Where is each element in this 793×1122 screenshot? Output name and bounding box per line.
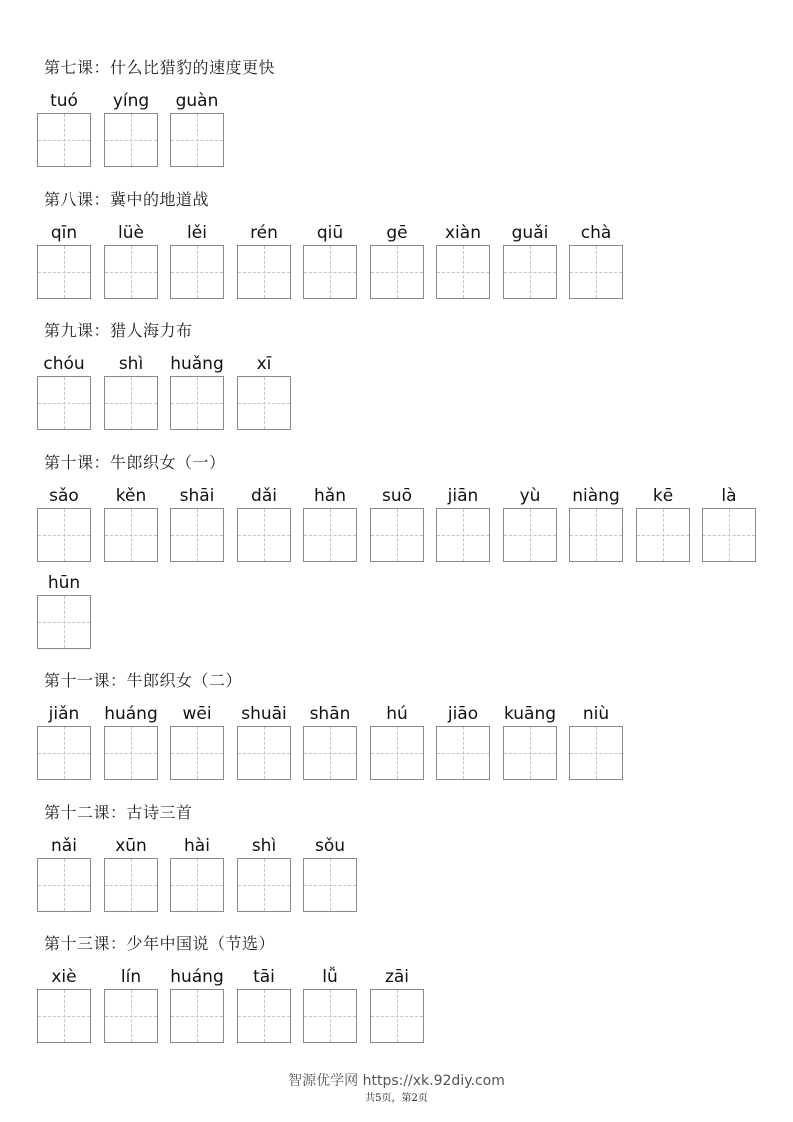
pinyin-label: hūn — [47, 573, 81, 593]
pinyin-label: chóu — [43, 354, 85, 374]
lesson-title: 第七课：什么比猎豹的速度更快 — [44, 58, 276, 77]
pinyin-cell — [569, 703, 623, 779]
writing-box — [170, 726, 224, 780]
writing-box — [170, 989, 224, 1043]
writing-box — [37, 989, 91, 1043]
pinyin-label: huáng — [104, 704, 158, 724]
pinyin-cell — [37, 572, 91, 648]
lesson-title: 第十一课：牛郎织女（二） — [44, 671, 243, 690]
pinyin-label: qīn — [50, 223, 78, 243]
lesson-title: 第十课：牛郎织女（一） — [44, 453, 226, 472]
pinyin-cell — [436, 222, 490, 298]
pinyin-cell — [303, 966, 357, 1042]
pinyin-label: huǎng — [170, 354, 224, 374]
writing-box — [37, 113, 91, 167]
pinyin-label: lěi — [187, 223, 207, 243]
pinyin-cell — [303, 222, 357, 298]
pinyin-cell — [370, 966, 424, 1042]
pinyin-cell — [170, 703, 224, 779]
pinyin-label: shì — [251, 836, 277, 856]
pinyin-cell — [370, 222, 424, 298]
pinyin-cell — [569, 485, 623, 561]
writing-box — [303, 989, 357, 1043]
writing-box — [37, 858, 91, 912]
pinyin-cell — [170, 835, 224, 911]
pinyin-label: hài — [184, 836, 210, 856]
writing-box — [303, 726, 357, 780]
writing-box — [370, 245, 424, 299]
pinyin-cell — [436, 703, 490, 779]
pinyin-label: dǎi — [251, 486, 277, 506]
writing-box — [370, 726, 424, 780]
writing-box — [104, 113, 158, 167]
writing-box — [303, 245, 357, 299]
pinyin-label: xiàn — [445, 223, 481, 243]
pinyin-label: zāi — [384, 967, 410, 987]
writing-box — [503, 245, 557, 299]
pinyin-label: kěn — [115, 486, 147, 506]
writing-box — [37, 376, 91, 430]
writing-box — [436, 245, 490, 299]
writing-box — [636, 508, 690, 562]
pinyin-cell — [170, 222, 224, 298]
pinyin-cell — [104, 966, 158, 1042]
pinyin-label: guàn — [175, 91, 219, 111]
writing-box — [569, 508, 623, 562]
pinyin-label: xī — [256, 354, 272, 374]
pinyin-label: niù — [582, 704, 610, 724]
pinyin-cell — [569, 222, 623, 298]
writing-box — [237, 508, 291, 562]
pinyin-cell — [237, 703, 291, 779]
writing-box — [503, 726, 557, 780]
pinyin-label: guǎi — [511, 223, 549, 243]
pinyin-cell — [170, 353, 224, 429]
pinyin-cell — [37, 835, 91, 911]
writing-box — [569, 245, 623, 299]
writing-box — [303, 508, 357, 562]
pinyin-cell — [303, 835, 357, 911]
pinyin-cell — [303, 703, 357, 779]
pinyin-cell — [170, 485, 224, 561]
pinyin-cell — [237, 222, 291, 298]
page-number: 共5页，第2页 — [365, 1093, 428, 1104]
writing-box — [170, 245, 224, 299]
pinyin-label: kuāng — [503, 704, 557, 724]
writing-box — [104, 245, 158, 299]
pinyin-label: hú — [386, 704, 408, 724]
pinyin-label: yù — [519, 486, 541, 506]
writing-box — [170, 376, 224, 430]
pinyin-label: xiè — [51, 967, 77, 987]
lesson-title: 第八课：冀中的地道战 — [44, 190, 210, 209]
writing-box — [237, 376, 291, 430]
pinyin-cell — [170, 90, 224, 166]
pinyin-cell — [104, 835, 158, 911]
pinyin-label: suō — [381, 486, 413, 506]
writing-box — [104, 376, 158, 430]
writing-box — [569, 726, 623, 780]
pinyin-cell — [37, 703, 91, 779]
pinyin-cell — [37, 90, 91, 166]
pinyin-cell — [370, 485, 424, 561]
writing-box — [104, 858, 158, 912]
pinyin-cell — [237, 835, 291, 911]
pinyin-label: rén — [250, 223, 278, 243]
pinyin-cell — [104, 90, 158, 166]
pinyin-label: yíng — [112, 91, 150, 111]
pinyin-cell — [503, 485, 557, 561]
pinyin-label: wēi — [182, 704, 212, 724]
pinyin-label: lǚ — [322, 967, 338, 987]
writing-box — [237, 726, 291, 780]
pinyin-label: qiū — [316, 223, 344, 243]
writing-box — [503, 508, 557, 562]
pinyin-cell — [37, 966, 91, 1042]
pinyin-label: lüè — [118, 223, 144, 243]
pinyin-label: sǎo — [49, 486, 79, 506]
pinyin-cell — [37, 222, 91, 298]
pinyin-label: là — [721, 486, 737, 506]
writing-box — [37, 726, 91, 780]
writing-box — [37, 595, 91, 649]
pinyin-label: jiǎn — [48, 704, 80, 724]
pinyin-cell — [104, 703, 158, 779]
writing-box — [370, 989, 424, 1043]
writing-box — [436, 726, 490, 780]
pinyin-cell — [170, 966, 224, 1042]
pinyin-label: shāi — [179, 486, 215, 506]
pinyin-cell — [436, 485, 490, 561]
pinyin-cell — [237, 353, 291, 429]
pinyin-label: jiān — [447, 486, 479, 506]
pinyin-cell — [370, 703, 424, 779]
pinyin-label: shuāi — [241, 704, 287, 724]
pinyin-label: shān — [309, 704, 351, 724]
pinyin-label: hǎn — [314, 486, 346, 506]
pinyin-label: chà — [580, 223, 612, 243]
pinyin-cell — [37, 485, 91, 561]
pinyin-label: lín — [120, 967, 142, 987]
pinyin-label: xūn — [115, 836, 147, 856]
pinyin-cell — [104, 353, 158, 429]
pinyin-cell — [503, 703, 557, 779]
lesson-title: 第十二课：古诗三首 — [44, 803, 193, 822]
writing-box — [237, 858, 291, 912]
pinyin-label: tāi — [253, 967, 275, 987]
footer-watermark: 智源优学网 https://xk.92diy.com — [288, 1073, 505, 1089]
writing-box — [170, 113, 224, 167]
pinyin-cell — [237, 485, 291, 561]
pinyin-label: niàng — [572, 486, 620, 506]
lesson-title: 第十三课：少年中国说（节选） — [44, 934, 276, 953]
writing-box — [104, 726, 158, 780]
pinyin-label: sǒu — [314, 836, 346, 856]
pinyin-cell — [104, 485, 158, 561]
pinyin-label: shì — [118, 354, 144, 374]
writing-box — [237, 989, 291, 1043]
pinyin-cell — [303, 485, 357, 561]
pinyin-label: gē — [386, 223, 408, 243]
writing-box — [702, 508, 756, 562]
pinyin-cell — [237, 966, 291, 1042]
writing-box — [370, 508, 424, 562]
pinyin-cell — [636, 485, 690, 561]
pinyin-cell — [37, 353, 91, 429]
pinyin-cell — [503, 222, 557, 298]
writing-box — [436, 508, 490, 562]
pinyin-label: kē — [652, 486, 674, 506]
pinyin-cell — [104, 222, 158, 298]
writing-box — [104, 508, 158, 562]
writing-box — [237, 245, 291, 299]
pinyin-label: jiāo — [447, 704, 479, 724]
writing-box — [303, 858, 357, 912]
pinyin-cell — [702, 485, 756, 561]
writing-box — [170, 858, 224, 912]
writing-box — [170, 508, 224, 562]
pinyin-label: nǎi — [51, 836, 77, 856]
writing-box — [104, 989, 158, 1043]
lesson-title: 第九课：猎人海力布 — [44, 321, 193, 340]
writing-box — [37, 508, 91, 562]
writing-box — [37, 245, 91, 299]
pinyin-label: huáng — [170, 967, 224, 987]
pinyin-label: tuó — [50, 91, 78, 111]
